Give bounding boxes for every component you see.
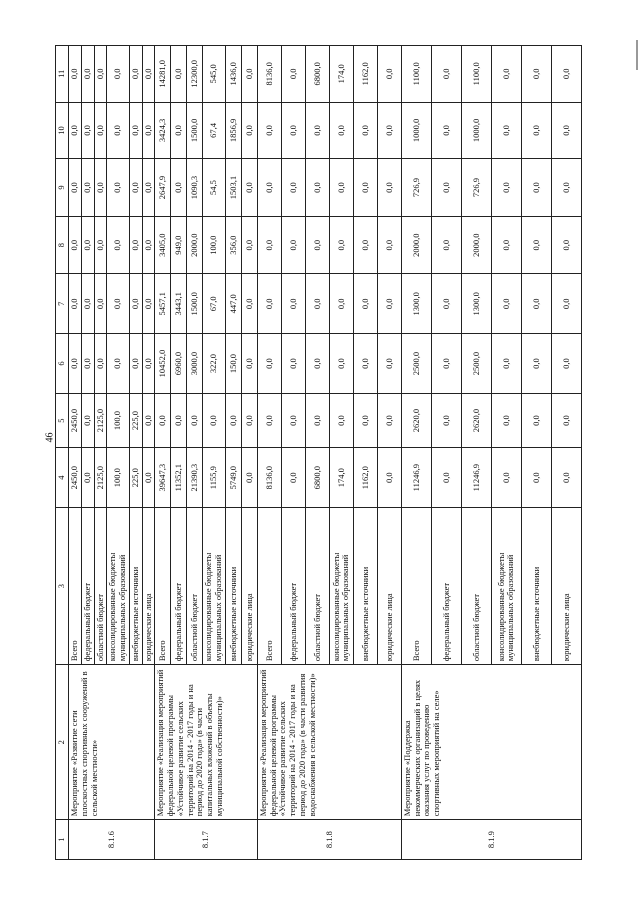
amount-cell: 0,0 — [257, 393, 281, 447]
amount-cell: 1503,1 — [225, 159, 241, 217]
amount-cell: 0,0 — [491, 159, 521, 217]
amount-cell: 2620,0 — [461, 393, 491, 447]
amount-cell: 8136,0 — [257, 46, 281, 103]
amount-cell: 0,0 — [377, 334, 401, 394]
amount-cell: 0,0 — [377, 216, 401, 274]
amount-cell: 0,0 — [281, 393, 305, 447]
funding-source: областной бюджет — [94, 508, 107, 665]
amount-cell: 0,0 — [129, 102, 142, 159]
amount-cell: 1090,3 — [187, 159, 203, 217]
amount-cell: 0,0 — [69, 334, 82, 394]
amount-cell: 0,0 — [107, 159, 130, 217]
amount-cell: 0,0 — [69, 216, 82, 274]
amount-cell: 3405,0 — [155, 216, 171, 274]
funding-source: областной бюджет — [187, 508, 203, 665]
amount-cell: 0,0 — [551, 393, 581, 447]
header-cell: 7 — [56, 274, 69, 334]
amount-cell: 0,0 — [377, 46, 401, 103]
amount-cell: 0,0 — [431, 334, 461, 394]
measure-title: Мероприятие «Реализация мероприятий федеральной целевой программы «Устойчивое развитие сельских территорий на 2014 - 2017 годы и на период до 2020 года» (в части капитальных вложений в объекты муниципальной собственности)» — [155, 665, 258, 820]
amount-cell: 0,0 — [521, 216, 551, 274]
amount-cell: 0,0 — [155, 393, 171, 447]
amount-cell: 3443,1 — [171, 274, 187, 334]
amount-cell: 0,0 — [377, 393, 401, 447]
amount-cell: 54,5 — [203, 159, 226, 217]
funding-source: внебюджетные источники — [353, 508, 377, 665]
amount-cell: 0,0 — [94, 216, 107, 274]
amount-cell: 0,0 — [329, 159, 353, 217]
amount-cell: 0,0 — [81, 274, 94, 334]
amount-cell: 1436,0 — [225, 46, 241, 103]
funding-source: федеральный бюджет — [431, 508, 461, 665]
amount-cell: 0,0 — [107, 334, 130, 394]
amount-cell: 0,0 — [551, 102, 581, 159]
amount-cell: 0,0 — [281, 159, 305, 217]
amount-cell: 0,0 — [69, 274, 82, 334]
amount-cell: 0,0 — [69, 102, 82, 159]
amount-cell: 0,0 — [377, 448, 401, 508]
amount-cell: 0,0 — [203, 393, 226, 447]
header-cell: 6 — [56, 334, 69, 394]
funding-source: внебюджетные источники — [129, 508, 142, 665]
amount-cell: 0,0 — [353, 334, 377, 394]
amount-cell: 0,0 — [431, 448, 461, 508]
amount-cell: 2500,0 — [401, 334, 431, 394]
amount-cell: 174,0 — [329, 448, 353, 508]
funding-table — [55, 45, 582, 860]
amount-cell: 6800,0 — [305, 448, 329, 508]
measure-title: Мероприятие «Развитие сети плоскостных спортивных сооружений в сельской местности» — [69, 665, 155, 820]
amount-cell: 12300,0 — [187, 46, 203, 103]
amount-cell: 0,0 — [431, 159, 461, 217]
amount-cell: 0,0 — [142, 102, 155, 159]
funding-source: юридические лица — [377, 508, 401, 665]
amount-cell: 0,0 — [142, 448, 155, 508]
amount-cell: 0,0 — [431, 274, 461, 334]
amount-cell: 67,4 — [203, 102, 226, 159]
amount-cell: 0,0 — [94, 102, 107, 159]
amount-cell: 2450,0 — [69, 393, 82, 447]
funding-source: Всего — [155, 508, 171, 665]
amount-cell: 0,0 — [521, 102, 551, 159]
amount-cell: 0,0 — [241, 46, 257, 103]
amount-cell: 0,0 — [491, 102, 521, 159]
measure-title: Мероприятие «Реализация мероприятий федеральной целевой программы «Устойчивое развитие сельских территорий на 2014 - 2017 годы и на период до 2020 года» (в части развития водоснабжения в сельской местности)» — [257, 665, 401, 820]
amount-cell: 0,0 — [329, 274, 353, 334]
header-row — [56, 46, 69, 860]
amount-cell: 150,0 — [225, 334, 241, 394]
amount-cell: 0,0 — [257, 102, 281, 159]
funding-source: консолидированные бюджеты муниципальных образований — [107, 508, 130, 665]
funding-source: внебюджетные источники — [521, 508, 551, 665]
amount-cell: 0,0 — [491, 274, 521, 334]
amount-cell: 0,0 — [329, 334, 353, 394]
amount-cell: 0,0 — [241, 274, 257, 334]
amount-cell: 0,0 — [431, 102, 461, 159]
table-row — [69, 46, 82, 860]
amount-cell: 10452,0 — [155, 334, 171, 394]
amount-cell: 0,0 — [129, 274, 142, 334]
funding-source: федеральный бюджет — [171, 508, 187, 665]
amount-cell: 0,0 — [69, 159, 82, 217]
amount-cell: 6800,0 — [305, 46, 329, 103]
amount-cell: 0,0 — [129, 46, 142, 103]
funding-source: Всего — [257, 508, 281, 665]
table-row — [401, 46, 431, 860]
amount-cell: 11246,9 — [461, 448, 491, 508]
amount-cell: 225,0 — [129, 393, 142, 447]
amount-cell: 21390,3 — [187, 448, 203, 508]
amount-cell: 2450,0 — [69, 448, 82, 508]
amount-cell: 100,0 — [107, 448, 130, 508]
funding-source: Всего — [401, 508, 431, 665]
amount-cell: 0,0 — [281, 448, 305, 508]
amount-cell: 11246,9 — [401, 448, 431, 508]
funding-source: консолидированные бюджеты муниципальных образований — [491, 508, 521, 665]
amount-cell: 0,0 — [257, 274, 281, 334]
amount-cell: 0,0 — [305, 393, 329, 447]
amount-cell: 0,0 — [107, 274, 130, 334]
header-cell: 5 — [56, 393, 69, 447]
funding-source: федеральный бюджет — [281, 508, 305, 665]
header-cell: 4 — [56, 448, 69, 508]
amount-cell: 0,0 — [94, 334, 107, 394]
amount-cell: 1300,0 — [461, 274, 491, 334]
amount-cell: 0,0 — [171, 46, 187, 103]
amount-cell: 1000,0 — [401, 102, 431, 159]
amount-cell: 0,0 — [353, 159, 377, 217]
amount-cell: 1300,0 — [401, 274, 431, 334]
amount-cell: 0,0 — [521, 334, 551, 394]
amount-cell: 0,0 — [241, 393, 257, 447]
amount-cell: 0,0 — [257, 216, 281, 274]
amount-cell: 1100,0 — [461, 46, 491, 103]
amount-cell: 0,0 — [129, 334, 142, 394]
header-cell: 8 — [56, 216, 69, 274]
amount-cell: 0,0 — [241, 159, 257, 217]
amount-cell: 2500,0 — [461, 334, 491, 394]
measure-code: 8.1.7 — [155, 820, 258, 860]
table-body — [69, 46, 582, 860]
amount-cell: 0,0 — [241, 216, 257, 274]
amount-cell: 1162,0 — [353, 46, 377, 103]
amount-cell: 0,0 — [81, 448, 94, 508]
amount-cell: 0,0 — [129, 216, 142, 274]
amount-cell: 39647,3 — [155, 448, 171, 508]
header-cell: 11 — [56, 46, 69, 103]
amount-cell: 0,0 — [551, 159, 581, 217]
amount-cell: 0,0 — [521, 448, 551, 508]
amount-cell: 0,0 — [187, 393, 203, 447]
amount-cell: 0,0 — [329, 393, 353, 447]
amount-cell: 0,0 — [81, 102, 94, 159]
amount-cell: 0,0 — [81, 393, 94, 447]
funding-source: областной бюджет — [461, 508, 491, 665]
amount-cell: 3000,0 — [187, 334, 203, 394]
amount-cell: 0,0 — [305, 274, 329, 334]
amount-cell: 2647,9 — [155, 159, 171, 217]
amount-cell: 100,0 — [107, 393, 130, 447]
funding-source: юридические лица — [142, 508, 155, 665]
amount-cell: 0,0 — [491, 334, 521, 394]
funding-source: федеральный бюджет — [81, 508, 94, 665]
amount-cell: 1500,0 — [187, 102, 203, 159]
amount-cell: 0,0 — [281, 334, 305, 394]
measure-title: Мероприятие «Поддержка некоммерческих организаций в целях оказания услуг по проведению спортивных мероприятий на селе» — [401, 665, 581, 820]
amount-cell: 1000,0 — [461, 102, 491, 159]
amount-cell: 0,0 — [94, 274, 107, 334]
amount-cell: 225,0 — [129, 448, 142, 508]
amount-cell: 2620,0 — [401, 393, 431, 447]
amount-cell: 0,0 — [305, 102, 329, 159]
amount-cell: 0,0 — [281, 46, 305, 103]
amount-cell: 0,0 — [551, 334, 581, 394]
amount-cell: 8136,0 — [257, 448, 281, 508]
header-cell: 3 — [56, 508, 69, 665]
amount-cell: 0,0 — [353, 102, 377, 159]
amount-cell: 0,0 — [305, 159, 329, 217]
page-number: 46 — [44, 432, 56, 443]
amount-cell: 0,0 — [94, 159, 107, 217]
amount-cell: 0,0 — [171, 159, 187, 217]
amount-cell: 0,0 — [329, 216, 353, 274]
amount-cell: 0,0 — [551, 448, 581, 508]
amount-cell: 0,0 — [377, 159, 401, 217]
amount-cell: 0,0 — [107, 46, 130, 103]
amount-cell: 1100,0 — [401, 46, 431, 103]
amount-cell: 0,0 — [81, 216, 94, 274]
amount-cell: 0,0 — [281, 102, 305, 159]
amount-cell: 0,0 — [81, 159, 94, 217]
amount-cell: 0,0 — [551, 216, 581, 274]
amount-cell: 0,0 — [305, 216, 329, 274]
amount-cell: 545,0 — [203, 46, 226, 103]
amount-cell: 0,0 — [431, 216, 461, 274]
amount-cell: 0,0 — [142, 216, 155, 274]
amount-cell: 0,0 — [142, 159, 155, 217]
funding-source: Всего — [69, 508, 82, 665]
amount-cell: 0,0 — [431, 46, 461, 103]
amount-cell: 0,0 — [521, 274, 551, 334]
measure-code: 8.1.6 — [69, 820, 155, 860]
amount-cell: 0,0 — [377, 274, 401, 334]
amount-cell: 2000,0 — [461, 216, 491, 274]
amount-cell: 2000,0 — [187, 216, 203, 274]
amount-cell: 100,0 — [203, 216, 226, 274]
funding-source: юридические лица — [551, 508, 581, 665]
funding-source: юридические лица — [241, 508, 257, 665]
amount-cell: 0,0 — [225, 393, 241, 447]
amount-cell: 0,0 — [142, 274, 155, 334]
measure-code: 8.1.9 — [401, 820, 581, 860]
amount-cell: 0,0 — [281, 216, 305, 274]
amount-cell: 3424,3 — [155, 102, 171, 159]
header-cell: 10 — [56, 102, 69, 159]
amount-cell: 2125,0 — [94, 393, 107, 447]
funding-source: консолидированные бюджеты муниципальных образований — [329, 508, 353, 665]
amount-cell: 0,0 — [142, 46, 155, 103]
header-cell: 2 — [56, 665, 69, 820]
amount-cell: 0,0 — [241, 102, 257, 159]
amount-cell: 726,9 — [461, 159, 491, 217]
table-row — [257, 46, 281, 860]
amount-cell: 726,9 — [401, 159, 431, 217]
amount-cell: 0,0 — [521, 46, 551, 103]
amount-cell: 0,0 — [257, 334, 281, 394]
amount-cell: 2125,0 — [94, 448, 107, 508]
amount-cell: 0,0 — [281, 274, 305, 334]
amount-cell: 0,0 — [241, 334, 257, 394]
amount-cell: 0,0 — [69, 46, 82, 103]
measure-code: 8.1.8 — [257, 820, 401, 860]
amount-cell: 1856,9 — [225, 102, 241, 159]
amount-cell: 0,0 — [377, 102, 401, 159]
amount-cell: 0,0 — [142, 334, 155, 394]
amount-cell: 0,0 — [257, 159, 281, 217]
amount-cell: 0,0 — [521, 393, 551, 447]
header-cell: 1 — [56, 820, 69, 860]
amount-cell: 0,0 — [129, 159, 142, 217]
amount-cell: 5457,1 — [155, 274, 171, 334]
funding-source: областной бюджет — [305, 508, 329, 665]
amount-cell: 6960,0 — [171, 334, 187, 394]
amount-cell: 1155,9 — [203, 448, 226, 508]
amount-cell: 11352,1 — [171, 448, 187, 508]
amount-cell: 0,0 — [431, 393, 461, 447]
amount-cell: 67,0 — [203, 274, 226, 334]
amount-cell: 0,0 — [491, 46, 521, 103]
amount-cell: 0,0 — [94, 46, 107, 103]
amount-cell: 0,0 — [241, 448, 257, 508]
amount-cell: 0,0 — [329, 102, 353, 159]
amount-cell: 0,0 — [81, 46, 94, 103]
amount-cell: 0,0 — [142, 393, 155, 447]
amount-cell: 14281,0 — [155, 46, 171, 103]
amount-cell: 1500,0 — [187, 274, 203, 334]
funding-source: внебюджетные источники — [225, 508, 241, 665]
amount-cell: 0,0 — [551, 46, 581, 103]
amount-cell: 0,0 — [81, 334, 94, 394]
amount-cell: 0,0 — [521, 159, 551, 217]
amount-cell: 5749,0 — [225, 448, 241, 508]
amount-cell: 1162,0 — [353, 448, 377, 508]
funding-source: консолидированные бюджеты муниципальных образований — [203, 508, 226, 665]
amount-cell: 0,0 — [353, 393, 377, 447]
amount-cell: 174,0 — [329, 46, 353, 103]
header-cell: 9 — [56, 159, 69, 217]
amount-cell: 0,0 — [353, 216, 377, 274]
amount-cell: 356,0 — [225, 216, 241, 274]
amount-cell: 0,0 — [305, 334, 329, 394]
amount-cell: 0,0 — [551, 274, 581, 334]
amount-cell: 0,0 — [171, 393, 187, 447]
amount-cell: 2000,0 — [401, 216, 431, 274]
amount-cell: 0,0 — [107, 216, 130, 274]
amount-cell: 0,0 — [491, 448, 521, 508]
amount-cell: 322,0 — [203, 334, 226, 394]
amount-cell: 949,0 — [171, 216, 187, 274]
amount-cell: 0,0 — [107, 102, 130, 159]
amount-cell: 447,0 — [225, 274, 241, 334]
amount-cell: 0,0 — [171, 102, 187, 159]
amount-cell: 0,0 — [491, 216, 521, 274]
amount-cell: 0,0 — [491, 393, 521, 447]
table-row — [155, 46, 171, 860]
amount-cell: 0,0 — [353, 274, 377, 334]
